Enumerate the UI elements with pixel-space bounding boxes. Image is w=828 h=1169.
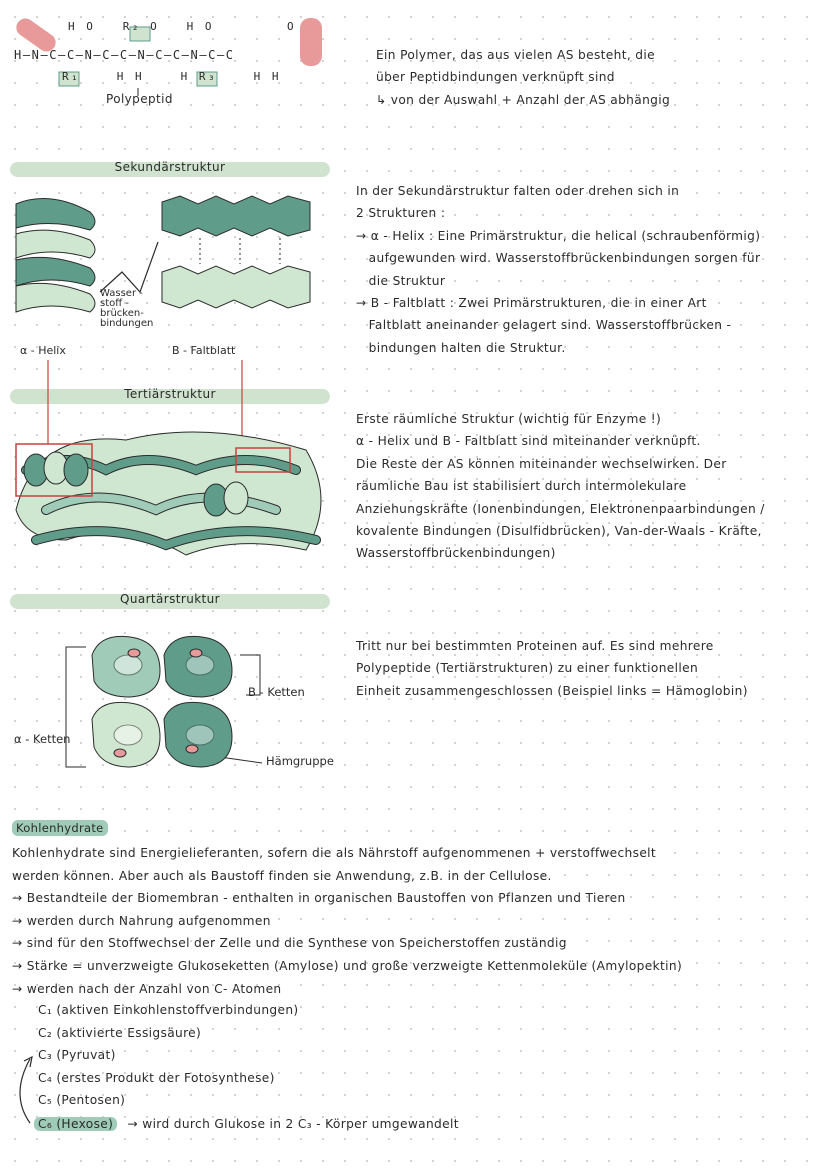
alpha-helix-drawing: [16, 199, 95, 312]
kh-bullet: → Stärke = unverzweigte Glukoseketten (Amylose) und große verzweigte Kettenmoleküle (Amylopektin): [12, 958, 683, 973]
label-alpha-helix: α - Helix: [20, 344, 66, 357]
polypeptide-description: [376, 44, 670, 111]
label-wasserstoff-line: Wasser -: [100, 288, 143, 299]
formula-bottom-row: R₁ H H H R₃ H H: [62, 70, 281, 83]
polypeptide-caption: Polypeptid: [106, 92, 173, 106]
quartaer-text-line: Einheit zusammengeschlossen (Beispiel links = Hämoglobin): [356, 683, 748, 698]
label-wasserstoff-line: bindungen: [100, 318, 154, 329]
quaternary-structure-graphic: [10, 625, 340, 795]
tertiaer-text: [356, 408, 765, 565]
kh-intro-line: Kohlenhydrate sind Energielieferanten, sofern die als Nährstoff aufgenommenen + verstoffwechselt: [12, 846, 657, 860]
polypeptide-desc-line: Ein Polymer, das aus vielen AS besteht, die: [376, 48, 655, 62]
label-haemgruppe: Hämgruppe: [266, 754, 334, 768]
kh-intro-line: werden können. Aber auch als Baustoff finden sie Anwendung, z.B. in der Cellulose.: [12, 868, 552, 883]
sekundaer-text-line: die Struktur: [356, 273, 446, 288]
secondary-structure-graphic: [10, 182, 340, 347]
quartaer-text: [356, 635, 748, 702]
label-wasserstoff-line: stoff -: [100, 298, 129, 309]
polypeptide-desc-line: über Peptidbindungen verknüpft sind: [376, 70, 615, 85]
kohlenhydrate-body: [12, 842, 682, 1000]
sekundaer-text-line: 2 Strukturen :: [356, 206, 446, 221]
label-wasserstoffbruecken: [100, 289, 153, 329]
formula-top-row: H O R₂ O H O O: [68, 20, 297, 33]
kh-bullet: → werden durch Nahrung aufgenommen: [12, 913, 271, 928]
label-a-ketten: α - Ketten: [14, 732, 71, 746]
tertiaer-text-line: Erste räumliche Struktur (wichtig für Enzyme !): [356, 412, 662, 426]
carbon-item: C₁ (aktiven Einkohlenstoffverbindungen): [38, 1003, 299, 1017]
tertiaer-text-line: räumliche Bau ist stabilisiert durch intermolekulare: [356, 479, 687, 494]
carbon-item: C₄ (erstes Produkt der Fotosynthese): [38, 1070, 275, 1085]
sekundaer-text-line: bindungen halten die Struktur.: [356, 340, 566, 355]
kh-bullet: → Bestandteile der Biomembran - enthalten in organischen Baustoffen von Pflanzen und Tieren: [12, 891, 626, 906]
sekundaer-text-line: In der Sekundärstruktur falten oder drehen sich in: [356, 184, 680, 198]
kh-bullet: → sind für den Stoffwechsel der Zelle und die Synthese von Speicherstoffen zuständig: [12, 936, 567, 951]
quartaer-text-line: Tritt nur bei bestimmten Proteinen auf. Es sind mehrere: [356, 639, 714, 653]
carbon-item: C₂ (aktivierte Essigsäure): [38, 1025, 202, 1040]
label-wasserstoff-line: brücken-: [100, 308, 144, 319]
c6-row: [34, 1114, 459, 1134]
quartaer-text-line: Polypeptide (Tertiärstrukturen) zu einer funktionellen: [356, 661, 699, 676]
kh-bullet: → werden nach der Anzahl von C- Atomen: [12, 981, 282, 996]
sekundaer-text: [356, 180, 760, 359]
heading-kohlenhydrate: Kohlenhydrate: [12, 820, 108, 836]
c6-hexose-badge: C₆ (Hexose): [34, 1117, 117, 1131]
polypeptide-desc-line: ↳ von der Auswahl + Anzahl der AS abhängig: [376, 92, 671, 107]
polypeptide-section: [10, 10, 340, 120]
c6-note: → wird durch Glukose in 2 C₃ - Körper umgewandelt: [127, 1117, 459, 1131]
beta-sheet-drawing: [162, 196, 310, 308]
heading-tertiaer: Tertiärstruktur: [124, 387, 216, 401]
tertiaer-text-line: kovalente Bindungen (Disulfidbrücken), Van-der-Waals - Kräfte,: [356, 524, 762, 539]
heading-quartaer: Quartärstruktur: [119, 592, 221, 606]
formula-main-row: H–N–C–C–N–C–C–N–C–C–N–C–C: [14, 48, 235, 62]
carbon-item: C₅ (Pentosen): [38, 1093, 126, 1108]
heading-sekundaer: Sekundärstruktur: [114, 160, 226, 174]
sekundaer-text-line: → B - Faltblatt : Zwei Primärstrukturen, die in einer Art: [356, 296, 707, 311]
carbon-item: C₃ (Pyruvat): [38, 1048, 116, 1063]
tertiaer-text-line: Anziehungskräfte (Ionenbindungen, Elektronenpaarbindungen /: [356, 501, 765, 516]
carbon-list: [38, 999, 299, 1112]
tertiaer-text-line: α - Helix und B - Faltblatt sind miteinander verknüpft.: [356, 434, 701, 449]
tertiary-structure-graphic: [6, 360, 336, 560]
tertiaer-text-line: Wasserstoffbrückenbindungen): [356, 546, 556, 561]
sekundaer-text-line: aufgewunden wird. Wasserstoffbrückenbindungen sorgen für: [356, 251, 761, 266]
tertiaer-text-line: Die Reste der AS können miteinander wechselwirken. Der: [356, 456, 727, 471]
label-b-ketten: B - Ketten: [248, 685, 305, 699]
sekundaer-text-line: Faltblatt aneinander gelagert sind. Wasserstoffbrücken -: [356, 318, 732, 333]
sekundaer-text-line: → α - Helix : Eine Primärstruktur, die helical (schraubenförmig): [356, 228, 761, 243]
label-beta-faltblatt: B - Faltblatt: [172, 344, 236, 357]
